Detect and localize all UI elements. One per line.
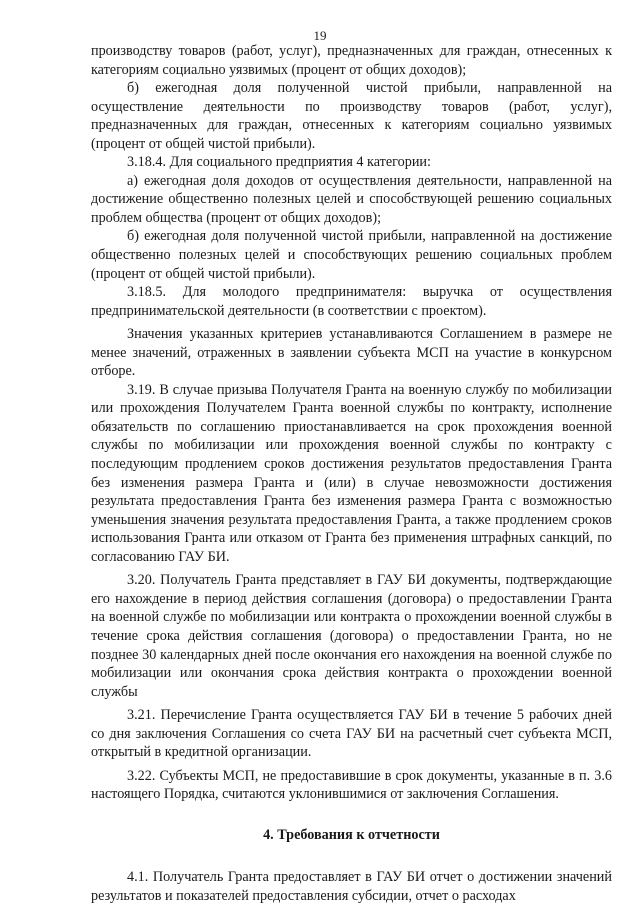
paragraph-3-18-4-b: б) ежегодная доля полученной чистой прибыли, направленной на достижение общественно полезных целей и способствующих решению социальных проблем (процент от общей чистой прибыли). [91,228,612,282]
paragraph-4-1: 4.1. Получатель Гранта предоставляет в ГАУ БИ отчет о достижении значений результатов и показателей предоставления субсидии, отчет о расходах [91,869,612,904]
paragraph-3-19: 3.19. В случае призыва Получателя Гранта на военную службу по мобилизации или прохождения Получателем Гранта военной службы по контракту, исполнение обязательств по соглашению приостанавливается на срок прохождения военной службы по мобилизации или прохождения военной службы по контракту с последующим продлением сроков достижения результатов предоставления Гранта без изменения размера Гранта и (или) в случае невозможности достижения результата предоставления Гранта без изменения размера Гранта с возможностью уменьшения значения результата предоставления Гранта, а также продлением сроков использования Гранта или отказом от Гранта без применения штрафных санкций, по согласованию ГАУ БИ. [91,381,612,565]
paragraph-criteria-values: Значения указанных критериев устанавливаются Соглашением в размере не менее значений, отраженных в заявлении субъекта МСП на участие в конкурсном отборе. [91,326,612,380]
paragraph-3-21: 3.21. Перечисление Гранта осуществляется ГАУ БИ в течение 5 рабочих дней со дня заключения Соглашения со счета ГАУ БИ на расчетный счет субъекта МСП, открытый в кредитной организации. [91,707,612,761]
paragraph-3-22: 3.22. Субъекты МСП, не предоставившие в срок документы, указанные в п. 3.6 настоящего Порядка, считаются уклонившимися от заключения Соглашения. [91,767,612,803]
document-body [91,42,612,906]
paragraph-3-18-5: 3.18.5. Для молодого предпринимателя: выручка от осуществления предпринимательской деятельности (в соответствии с проектом). [91,284,612,319]
paragraph-3-20: 3.20. Получатель Гранта представляет в ГАУ БИ документы, подтверждающие его нахождение в период действия соглашения (договора) о предоставлении Гранта на военной службе по мобилизации или контракта о прохождении военной службы в течение срока действия соглашения (договора) о предоставлении Гранта, но не позднее 30 календарных дней после окончания его нахождения на военной службе по мобилизации или окончания срока действия контракта о прохождении военной службы [91,572,612,700]
paragraph-3-18-4: 3.18.4. Для социального предприятия 4 категории: [127,154,431,171]
paragraph-continuation: производству товаров (работ, услуг), предназначенных для граждан, отнесенных к категориям социально уязвимых (процент от общих доходов); [91,43,612,78]
paragraph-3-18-3-b: б) ежегодная доля полученной чистой прибыли, направленной на осуществление деятельности по производству товаров (работ, услуг), предназначенных для граждан, отнесенных к категориям социально уязвимых (процент от общей чистой прибыли). [91,80,612,152]
paragraph-3-18-4-a: а) ежегодная доля доходов от осуществления деятельности, направленной на достижение общественно полезных целей и способствующей решению социальных проблем общества (процент от общих доходов); [91,172,612,226]
page-number: 19 [313,28,327,43]
section-heading: 4. Требования к отчетности [263,826,440,843]
